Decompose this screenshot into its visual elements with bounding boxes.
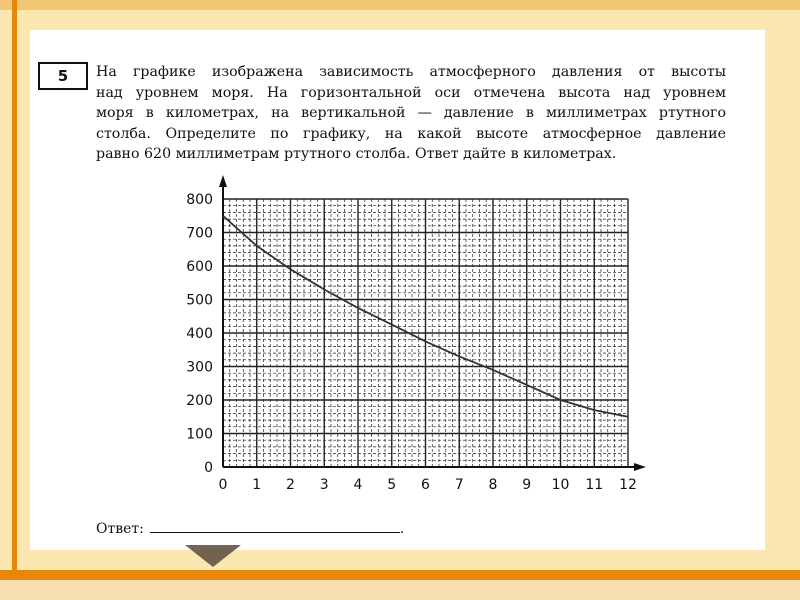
- answer-row: [96, 520, 404, 537]
- x-tick-label: 0: [218, 477, 228, 493]
- problem-number: 5: [38, 62, 88, 90]
- x-tick-label: 1: [252, 477, 262, 493]
- x-tick-label: 8: [488, 477, 498, 493]
- y-tick-label: 700: [186, 225, 213, 242]
- x-tick-label: 9: [522, 477, 532, 493]
- x-tick-label: 6: [421, 477, 430, 493]
- answer-input-line[interactable]: [150, 520, 400, 533]
- left-accent-line: [12, 0, 17, 600]
- bottom-accent-line: [0, 570, 800, 580]
- y-tick-label: 0: [204, 460, 213, 476]
- answer-label: Ответ:: [96, 521, 144, 537]
- y-tick-label: 500: [186, 292, 213, 309]
- bottom-strip: [0, 580, 800, 600]
- answer-period: .: [399, 521, 405, 537]
- x-tick-label: 3: [319, 477, 329, 493]
- decorative-wedge: [185, 545, 241, 567]
- problem-line: над уровнем моря. На горизонтальной оси отмечена высота над уровнем: [96, 84, 726, 101]
- x-tick-label: 7: [454, 477, 464, 493]
- y-tick-label: 100: [186, 426, 213, 443]
- y-tick-label: 800: [186, 192, 213, 208]
- x-tick-label: 11: [585, 477, 604, 493]
- y-axis-arrow: [219, 175, 227, 187]
- problem-line: столба. Определите по графику, на какой высоте атмосферное давление: [96, 125, 726, 142]
- y-tick-label: 200: [186, 393, 213, 409]
- problem-line: моря в километрах, на вертикальной — давление в миллиметрах ртутного: [96, 105, 726, 122]
- x-tick-label: 4: [353, 477, 363, 493]
- problem-line: На графике изображена зависимость атмосферного давления от высоты: [96, 64, 726, 80]
- x-tick-label: 5: [387, 477, 397, 493]
- task-card: [30, 30, 765, 550]
- problem-line: равно 620 миллиметрам ртутного столба. Ответ дайте в километрах.: [96, 146, 617, 163]
- x-tick-label: 2: [286, 477, 295, 493]
- x-tick-label: 10: [551, 477, 570, 493]
- x-axis-arrow: [634, 463, 646, 471]
- pressure-altitude-chart: [30, 30, 765, 510]
- y-tick-label: 600: [186, 259, 213, 275]
- top-frame-band: [0, 0, 800, 10]
- y-tick-label: 300: [186, 359, 213, 376]
- x-tick-label: 12: [619, 477, 637, 493]
- y-tick-label: 400: [186, 326, 213, 342]
